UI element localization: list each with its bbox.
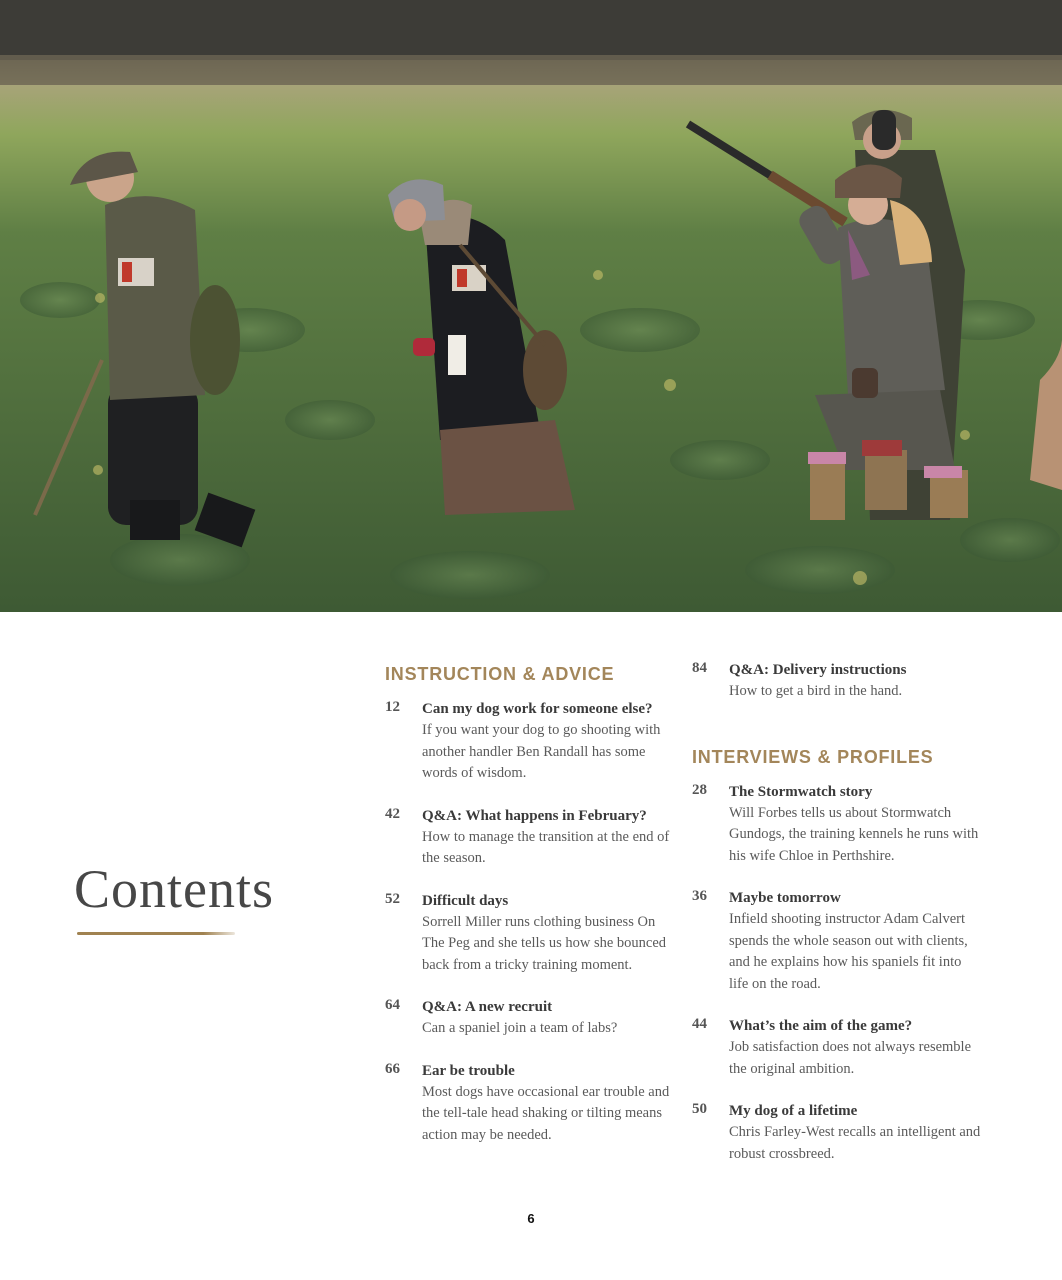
contents-column-1 xyxy=(385,660,675,1167)
contents-entry[interactable] xyxy=(692,660,982,703)
contents-entry[interactable] xyxy=(692,1101,982,1165)
entry-title: Can my dog work for someone else? xyxy=(422,701,653,717)
entry-title: My dog of a lifetime xyxy=(729,1103,858,1119)
page-number: 6 xyxy=(527,1211,535,1226)
contents-entry[interactable] xyxy=(692,1016,982,1080)
hero-photo xyxy=(0,0,1062,612)
entry-page-number: 12 xyxy=(385,699,400,715)
entry-description: Most dogs have occasional ear trouble and the tell-tale head shaking or tilting means action may be needed. xyxy=(422,1083,670,1143)
entry-page-number: 66 xyxy=(385,1060,400,1077)
entry-page-number: 84 xyxy=(692,660,707,676)
entry-description: Sorrell Miller runs clothing business On The Peg and she tells us how she bounced back from a tricky training moment. xyxy=(422,913,667,973)
entry-page-number: 36 xyxy=(692,888,707,904)
entry-description: How to manage the transition at the end of the season. xyxy=(422,828,670,866)
entry-description: Job satisfaction does not always resemble the original ambition. xyxy=(729,1039,972,1077)
entry-title: The Stormwatch story xyxy=(729,783,873,800)
entry-title: Difficult days xyxy=(422,892,509,909)
entry-title: Q&A: What happens in February? xyxy=(422,807,647,824)
contents-entry[interactable] xyxy=(385,806,675,870)
entry-title: What’s the aim of the game? xyxy=(729,1018,913,1034)
contents-column-2 xyxy=(692,660,982,1186)
entry-title: Maybe tomorrow xyxy=(729,890,841,906)
contents-entry[interactable] xyxy=(385,891,675,977)
entry-page-number: 42 xyxy=(385,805,400,822)
section-heading-interviews: INTERVIEWS & PROFILES xyxy=(692,746,934,767)
entry-page-number: 44 xyxy=(692,1016,707,1032)
entry-title: Ear be trouble xyxy=(422,1062,515,1079)
contents-entry[interactable] xyxy=(692,782,982,868)
contents-entry[interactable] xyxy=(692,888,982,995)
entry-page-number: 28 xyxy=(692,781,707,798)
entry-description: Infield shooting instructor Adam Calvert spends the whole season out with clients, and he explains how his spaniels fit into life on the road. xyxy=(729,911,968,992)
title-underline xyxy=(77,932,235,935)
entry-description: Will Forbes tells us about Stormwatch Gundogs, the training kennels he runs with his wife Chloe in Perthshire. xyxy=(729,804,979,864)
entry-page-number: 52 xyxy=(385,890,400,907)
section-heading-instruction: INSTRUCTION & ADVICE xyxy=(385,664,615,684)
entry-title: Q&A: A new recruit xyxy=(422,999,553,1015)
contents-entry[interactable] xyxy=(385,1061,675,1147)
contents-entry[interactable] xyxy=(385,699,675,785)
entry-description: Chris Farley-West recalls an intelligent and robust crossbreed. xyxy=(729,1124,981,1162)
entry-title: Q&A: Delivery instructions xyxy=(729,662,907,678)
entry-description: If you want your dog to go shooting with another handler Ben Randall has some words of wisdom. xyxy=(422,722,661,781)
contents-entry[interactable] xyxy=(385,997,675,1040)
entry-page-number: 50 xyxy=(692,1101,707,1117)
entry-description: Can a spaniel join a team of labs? xyxy=(422,1020,618,1036)
page-title: Contents xyxy=(74,859,275,919)
entry-description: How to get a bird in the hand. xyxy=(729,683,903,699)
entry-page-number: 64 xyxy=(385,997,400,1013)
